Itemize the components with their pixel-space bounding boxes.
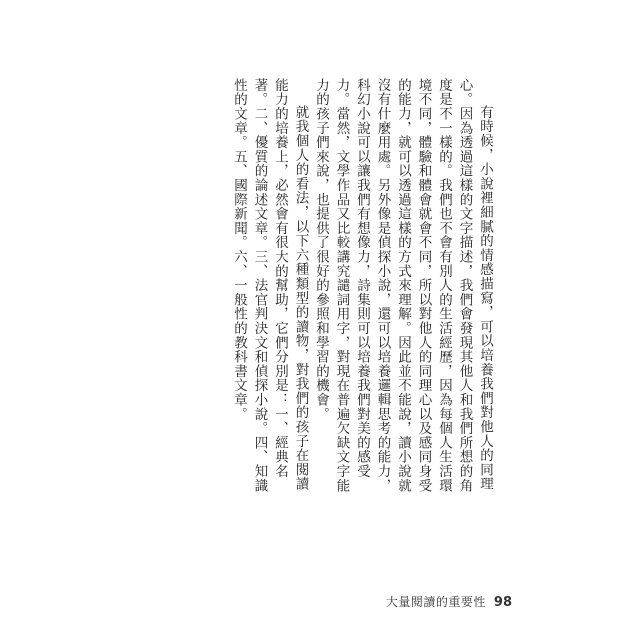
running-title: 大量閱讀的重要性	[385, 595, 486, 609]
paragraph-1: 有時候，小說裡細膩的情感描寫，可以培養我們對他人的同理心。因為透過這樣的文字描述，我們會發現其他人和我們所想的角度是不一樣的。我們也不會有別人的生活經歷，因為每個人生活環境不同，體驗和體會就會不同，所以對他人的同理心以及感同身受的能力，就可以透過這樣的方式來理解。因此並不能說，讀小說就沒有什麼用處。另外像是偵探小說，還可以培養邏輯思考的能力，科幻小說可以讓我們有想像力，詩集則可以培養我們對美的感受力。當然，文學作品又比較講究譴詞用字，對現在普遍欠缺文字能力的孩子們來說，也提供了很好的參照和學習的機會。	[313, 78, 493, 493]
paragraph-2: 就我個人的看法，以下六種類型的讀物，對我們的孩子在閱讀能力的培養上，必然會有很大的幫助，它們分別是：一、經典名著。二、優質的論述文章。三、法官判決文和偵探小說。四、知識性的文章。五、國際新聞。六、一般性的教科書文章。	[231, 78, 309, 493]
body-text	[229, 78, 496, 498]
page-number: 98	[493, 595, 512, 610]
page-footer	[386, 593, 512, 610]
